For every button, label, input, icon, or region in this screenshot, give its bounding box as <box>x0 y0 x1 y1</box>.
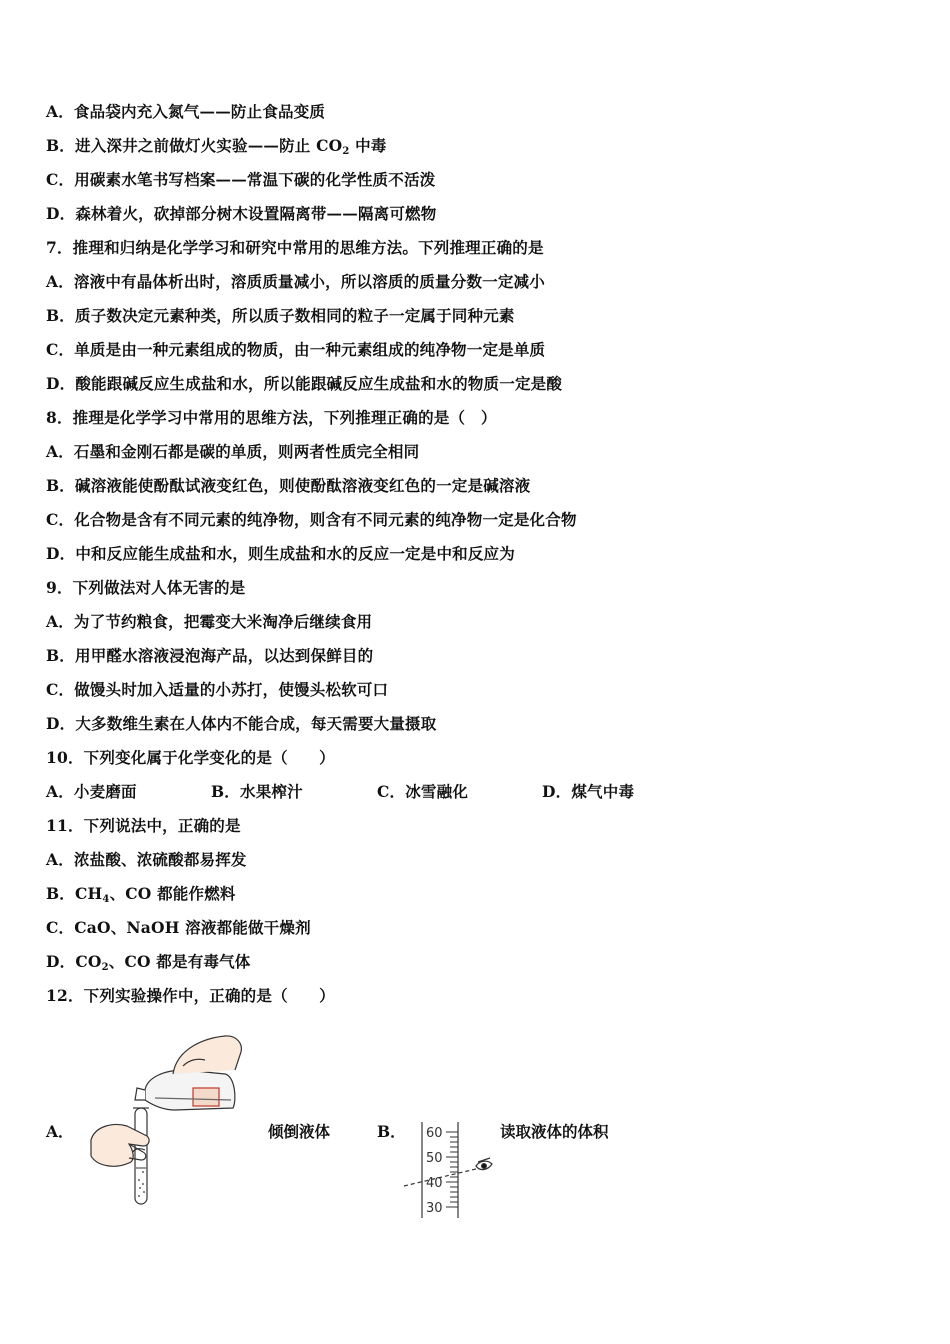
option-d-firebreak: D．森林着火，砍掉部分树木设置隔离带——隔离可燃物 <box>46 204 437 223</box>
question-9-option-c: C．做馒头时加入适量的小苏打，使馒头松软可口 <box>46 680 389 699</box>
graduated-cylinder-illustration <box>400 1118 500 1224</box>
figure-a-caption: 倾倒液体 <box>268 1122 331 1141</box>
question-8-option-b: B．碱溶液能使酚酞试液变红色，则使酚酞溶液变红色的一定是碱溶液 <box>46 476 531 495</box>
option-a-nitrogen: A．食品袋内充入氮气——防止食品变质 <box>46 102 326 121</box>
question-10: 10．下列变化属于化学变化的是（ ） <box>46 748 335 767</box>
text-post: 中毒 <box>349 136 387 155</box>
question-9-option-b: B．用甲醛水溶液浸泡海产品，以达到保鲜目的 <box>46 646 374 665</box>
figure-a-letter: A． <box>46 1122 74 1141</box>
option-b-lamp-test <box>46 136 387 162</box>
question-7-option-d: D．酸能跟碱反应生成盐和水，所以能跟碱反应生成盐和水的物质一定是酸 <box>46 374 563 393</box>
tick-30: 30 <box>426 1201 443 1216</box>
question-8-option-c: C．化合物是含有不同元素的纯净物，则含有不同元素的纯净物一定是化合物 <box>46 510 577 529</box>
subscript: 2 <box>101 962 109 973</box>
question-11-option-a: A．浓盐酸、浓硫酸都易挥发 <box>46 850 247 869</box>
question-11-option-d <box>46 952 251 978</box>
question-9-option-a: A．为了节约粮食，把霉变大米淘净后继续食用 <box>46 612 373 631</box>
figure-b-letter: B． <box>377 1122 406 1141</box>
text-pre: B．CH <box>46 884 103 903</box>
tick-50: 50 <box>426 1151 443 1166</box>
text-post: 、CO 都是有毒气体 <box>108 952 251 971</box>
question-11: 11．下列说法中，正确的是 <box>46 816 241 835</box>
pouring-liquid-illustration <box>85 1030 245 1210</box>
question-7-option-c: C．单质是由一种元素组成的物质，由一种元素组成的纯净物一定是单质 <box>46 340 546 359</box>
question-11-option-c: C．CaO、NaOH 溶液都能做干燥剂 <box>46 918 311 937</box>
question-7: 7．推理和归纳是化学学习和研究中常用的思维方法。下列推理正确的是 <box>46 238 544 257</box>
question-10-option-d: D．煤气中毒 <box>542 782 635 801</box>
question-10-option-a: A．小麦磨面 <box>46 782 137 801</box>
subscript: 4 <box>102 894 110 905</box>
question-7-option-a: A．溶液中有晶体析出时，溶质质量减小，所以溶质的质量分数一定减小 <box>46 272 545 291</box>
question-9-option-d: D．大多数维生素在人体内不能合成，每天需要大量摄取 <box>46 714 437 733</box>
question-12: 12．下列实验操作中，正确的是（ ） <box>46 986 335 1005</box>
text-post: 、CO 都能作燃料 <box>109 884 236 903</box>
question-9: 9．下列做法对人体无害的是 <box>46 578 246 597</box>
question-8-option-d: D．中和反应能生成盐和水，则生成盐和水的反应一定是中和反应为 <box>46 544 515 563</box>
question-8: 8．推理是化学学习中常用的思维方法，下列推理正确的是（ ） <box>46 408 497 427</box>
subscript: 2 <box>342 146 350 157</box>
question-8-option-a: A．石墨和金刚石都是碳的单质，则两者性质完全相同 <box>46 442 420 461</box>
option-c-carbon-ink: C．用碳素水笔书写档案——常温下碳的化学性质不活泼 <box>46 170 436 189</box>
text-pre: B．进入深井之前做灯火实验——防止 CO <box>46 136 343 155</box>
question-7-option-b: B．质子数决定元素种类，所以质子数相同的粒子一定属于同种元素 <box>46 306 515 325</box>
tick-40: 40 <box>426 1176 443 1191</box>
question-10-option-b: B．水果榨汁 <box>211 782 303 801</box>
question-10-option-c: C．冰雪融化 <box>377 782 469 801</box>
figure-b-caption: 读取液体的体积 <box>500 1122 609 1141</box>
question-11-option-b <box>46 884 236 910</box>
text-pre: D．CO <box>46 952 102 971</box>
question-10-options <box>46 782 746 802</box>
tick-60: 60 <box>426 1126 443 1141</box>
